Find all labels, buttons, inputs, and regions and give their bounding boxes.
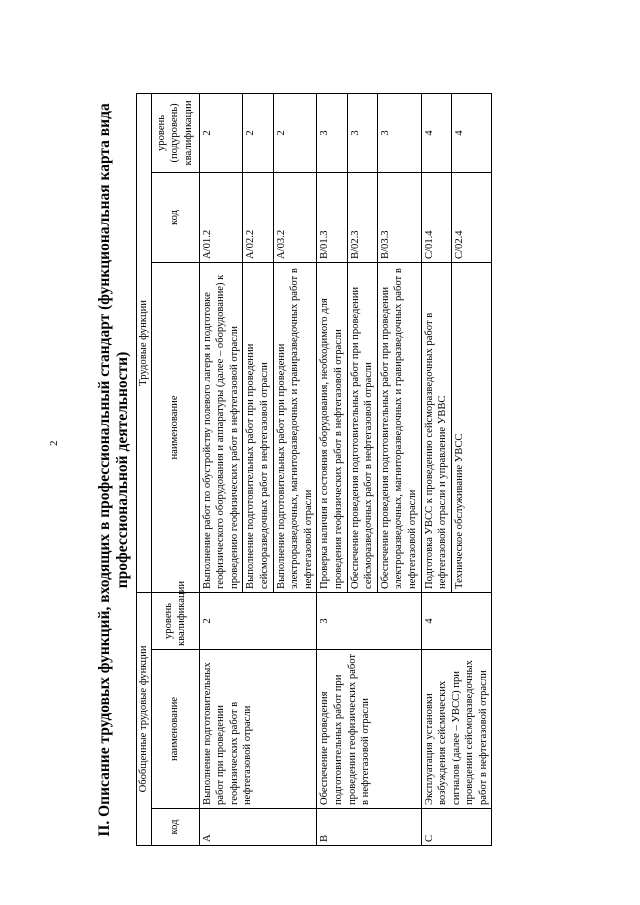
tf-level: 2 bbox=[273, 93, 317, 172]
tf-name: Выполнение работ по обустройству полевого лагеря и подготовке геофизического оборудования и аппаратуры (далее – оборудование) к проведению геофизических работ в нефтегазовой отрасли bbox=[199, 262, 243, 592]
generalized-functions-header: Обобщенные трудовые функции bbox=[137, 592, 152, 845]
gtf-code: A bbox=[199, 809, 317, 846]
tf-name: Обеспечение проведения подготовительных работ при проведении электроразведочных, магниторазведочных и гравиразведочных работ в нефтегазовой отрасли bbox=[377, 262, 421, 592]
col-tf-code-header: код bbox=[151, 172, 199, 262]
tf-level: 3 bbox=[317, 93, 347, 172]
gtf-level: 4 bbox=[421, 592, 492, 649]
tf-level: 2 bbox=[243, 93, 273, 172]
gtf-name: Обеспечение проведения подготовительных работ при проведении геофизических работ в нефтегазовой отрасли bbox=[317, 650, 421, 809]
tf-code: B/02.3 bbox=[347, 172, 377, 262]
group-header-row bbox=[137, 93, 152, 845]
section-title-line2: профессиональной деятельности) bbox=[114, 351, 131, 589]
rotated-content bbox=[64, 80, 630, 860]
tf-name: Выполнение подготовительных работ при проведении электроразведочных, магниторазведочных и гравиразведочных работ в нефтегазовой отрасли bbox=[273, 262, 317, 592]
gtf-name: Эксплуатация установки возбуждения сейсмических сигналов (далее – УВСС) при проведении сейсморазведочных работ в нефтегазовой отрасли bbox=[421, 650, 492, 809]
tf-code: B/01.3 bbox=[317, 172, 347, 262]
tf-code: A/03.2 bbox=[273, 172, 317, 262]
table-row bbox=[317, 93, 347, 845]
gtf-code: B bbox=[317, 809, 421, 846]
col-name-header: наименование bbox=[151, 650, 199, 809]
col-level-header: уровень квалификации bbox=[151, 592, 199, 649]
table-row bbox=[199, 93, 243, 845]
col-tf-name-header: наименование bbox=[151, 262, 199, 592]
tf-name: Подготовка УВСС к проведению сейсморазведочных работ в нефтегазовой отрасли и управление УВВС bbox=[421, 262, 452, 592]
functional-map-table bbox=[136, 93, 492, 846]
tf-name: Техническое обслуживание УВСС bbox=[452, 262, 492, 592]
gtf-code: C bbox=[421, 809, 492, 846]
labor-functions-header: Трудовые функции bbox=[137, 93, 152, 592]
tf-level: 3 bbox=[347, 93, 377, 172]
tf-code: A/01.2 bbox=[199, 172, 243, 262]
gtf-level: 2 bbox=[199, 592, 317, 649]
tf-level: 3 bbox=[377, 93, 421, 172]
tf-code: C/02.4 bbox=[452, 172, 492, 262]
gtf-name: Выполнение подготовительных работ при проведении геофизических работ в нефтегазовой отрасли bbox=[199, 650, 317, 809]
column-header-row bbox=[151, 93, 199, 845]
tf-code: A/02.2 bbox=[243, 172, 273, 262]
tf-level: 2 bbox=[199, 93, 243, 172]
table-row bbox=[421, 93, 452, 845]
col-tf-level-header: уровень (подуровень) квалификации bbox=[151, 93, 199, 172]
tf-code: C/01.4 bbox=[421, 172, 452, 262]
tf-name: Выполнение подготовительных работ при проведении сейсморазведочных работ в нефтегазовой отрасли bbox=[243, 262, 273, 592]
col-code-header: код bbox=[151, 809, 199, 846]
tf-code: B/03.3 bbox=[377, 172, 421, 262]
gtf-level: 3 bbox=[317, 592, 421, 649]
page-number: 2 bbox=[48, 440, 60, 446]
tf-name: Проверка наличия и состояния оборудования, необходимого для проведения геофизических работ в нефтегазовой отрасли bbox=[317, 262, 347, 592]
section-title-line1: II. Описание трудовых функций, входящих в профессиональный стандарт (функциональная карта вида bbox=[96, 103, 113, 837]
tf-name: Обеспечение проведения подготовительных работ при проведении сейсморазведочных работ в нефтегазовой отрасли bbox=[347, 262, 377, 592]
tf-level: 4 bbox=[452, 93, 492, 172]
tf-level: 4 bbox=[421, 93, 452, 172]
